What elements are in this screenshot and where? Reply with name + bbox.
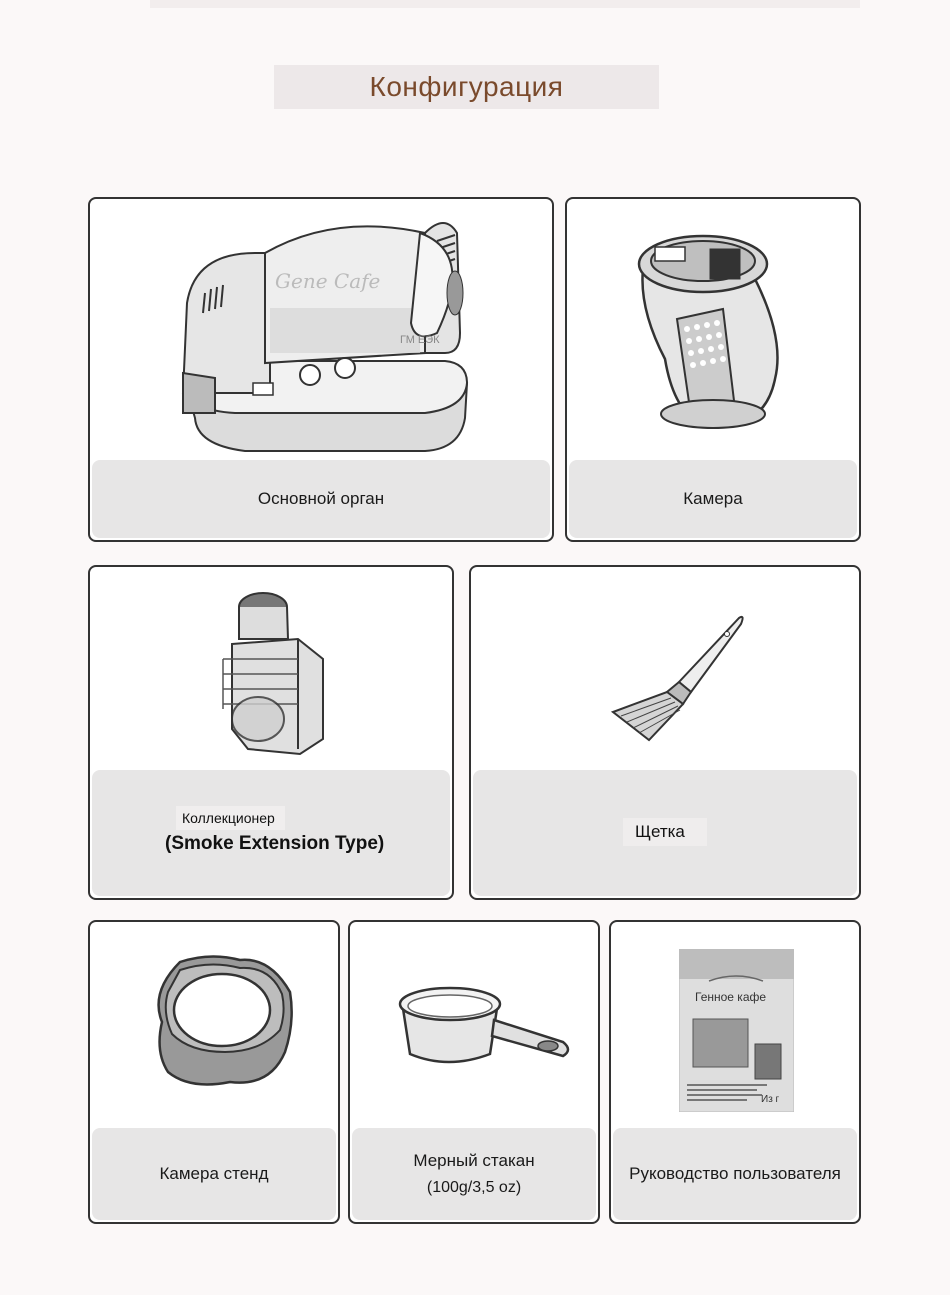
card-chamber [565,197,861,542]
chamber-stand-label: Камера стенд [159,1164,269,1183]
roaster-main-unit-icon [175,213,475,458]
card-measuring-cup [348,920,600,1224]
manual-label: Руководство пользователя [629,1164,841,1183]
chamber-label-area [569,460,857,538]
brush-label-area [473,770,857,896]
collector-icon [218,589,333,759]
page-title: Конфигурация [369,71,564,102]
main-unit-label-area [92,460,550,538]
chamber-icon [635,229,785,434]
brush-icon [611,612,746,747]
measuring-cup-icon [398,984,573,1074]
card-manual [609,920,861,1224]
brand-text: Gene Cafe [275,269,381,293]
measuring-cup-label: Мерный стакан [413,1151,535,1170]
manual-label-area [613,1128,857,1220]
card-brush [469,565,861,900]
card-collector [88,565,454,900]
card-main-unit [88,197,554,542]
measuring-cup-sub-label: (100g/3,5 oz) [426,1179,522,1196]
collector-sub-label: (Smoke Extension Type) [165,833,385,854]
chamber-stand-icon [150,952,295,1092]
page-title-box [274,65,659,109]
card-chamber-stand [88,920,340,1224]
measuring-cup-label-area [352,1128,596,1220]
main-unit-label: Основной орган [257,489,385,508]
brush-label: Щетка [623,818,707,846]
chamber-stand-label-area [92,1128,336,1220]
collector-label-area [92,770,450,896]
manual-cover-footer: Из г [761,1094,780,1105]
collector-label: Коллекционер [176,806,285,830]
manual-cover-icon [679,949,794,1112]
chamber-label: Камера [683,489,743,508]
manual-cover-title: Генное кафе [695,990,767,1004]
panel-text: ГМ ЕЭК [400,334,440,346]
top-strip [150,0,860,8]
